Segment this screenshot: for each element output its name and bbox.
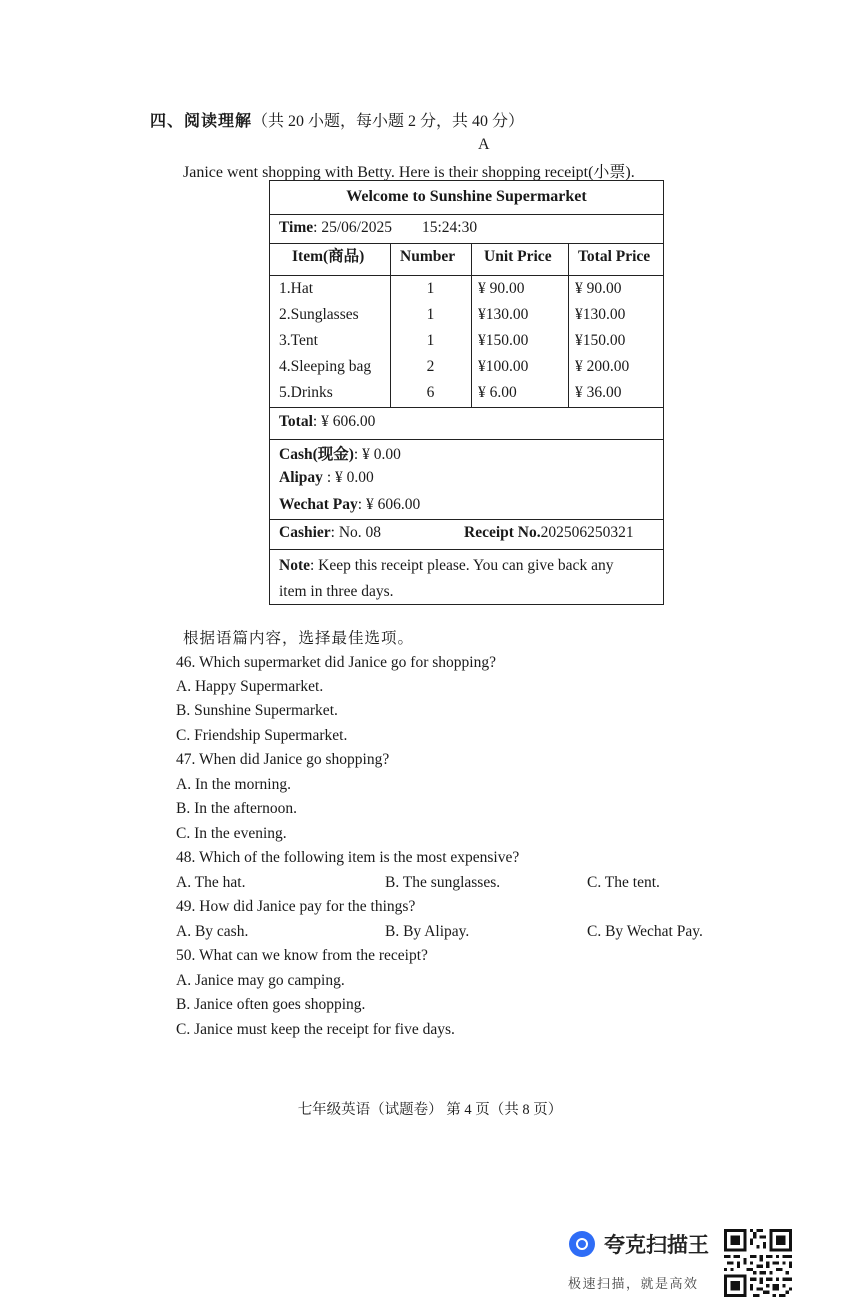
header-unit-price: Unit Price — [484, 248, 552, 265]
item-total-price: ¥ 200.00 — [575, 358, 630, 375]
header-item: Item(商品) — [292, 248, 365, 265]
question-48-option-b: B. The sunglasses. — [385, 874, 501, 891]
scanner-watermark — [566, 1229, 796, 1299]
question-49-option-c: C. By Wechat Pay. — [587, 923, 703, 940]
receipt-no-value: 202506250321 — [540, 524, 634, 541]
header-number: Number — [400, 248, 456, 265]
receipt-no-label: Receipt No. — [464, 524, 541, 541]
question-47-option-a: A. In the morning. — [176, 776, 291, 793]
item-unit-price: ¥ 90.00 — [478, 280, 525, 297]
receipt-total — [270, 407, 663, 440]
item-total-price: ¥ 90.00 — [575, 280, 622, 297]
question-47-stem: 47. When did Janice go shopping? — [176, 751, 390, 768]
qr-code-icon — [724, 1229, 792, 1297]
total-label: Total — [279, 413, 313, 430]
item-name: 4.Sleeping bag — [279, 358, 372, 375]
alipay-line — [279, 469, 374, 487]
item-name: 3.Tent — [279, 332, 318, 349]
receipt-items — [270, 243, 663, 408]
receipt-time — [270, 214, 663, 244]
cashier-label: Cashier — [279, 524, 331, 541]
question-50-stem: 50. What can we know from the receipt? — [176, 947, 428, 964]
alipay-value: : ¥ 0.00 — [322, 469, 374, 486]
wechat-line — [279, 496, 420, 514]
question-46-option-c: C. Friendship Supermarket. — [176, 727, 348, 744]
question-46-option-a: A. Happy Supermarket. — [176, 678, 324, 695]
cashier-info — [279, 519, 381, 547]
time-label: Time — [279, 219, 314, 236]
item-number: 1 — [426, 332, 435, 349]
cashier-value: : No. 08 — [330, 524, 382, 541]
item-unit-price: ¥ 6.00 — [478, 384, 517, 401]
passage-label: A — [478, 136, 490, 153]
alipay-label: Alipay — [279, 469, 323, 486]
item-name: 2.Sunglasses — [279, 306, 359, 323]
column-divider — [568, 243, 569, 407]
question-48-stem: 48. Which of the following item is the most expensive? — [176, 849, 520, 866]
question-50-option-c: C. Janice must keep the receipt for five days. — [176, 1021, 455, 1038]
note-line-1 — [279, 553, 655, 579]
receipt-table — [269, 180, 664, 605]
item-name: 1.Hat — [279, 280, 314, 297]
question-instruction: 根据语篇内容，选择最佳选项。 — [183, 630, 415, 647]
receipt-payment — [270, 439, 663, 520]
receipt-note — [270, 549, 663, 606]
question-50-option-a: A. Janice may go camping. — [176, 972, 345, 989]
scanner-slogan: 极速扫描，就是高效 — [568, 1277, 699, 1292]
item-unit-price: ¥130.00 — [478, 306, 529, 323]
item-name: 5.Drinks — [279, 384, 333, 401]
question-49-option-a: A. By cash. — [176, 923, 249, 940]
question-46-stem: 46. Which supermarket did Janice go for shopping? — [176, 654, 496, 671]
item-total-price: ¥150.00 — [575, 332, 626, 349]
receipt-number-info — [464, 519, 634, 547]
passage-intro: Janice went shopping with Betty. Here is their shopping receipt(小票). — [183, 164, 635, 181]
question-46-option-b: B. Sunshine Supermarket. — [176, 702, 338, 719]
time-clock: 15:24:30 — [421, 219, 478, 236]
scanner-name: 夸克扫描王 — [604, 1233, 709, 1257]
item-number: 2 — [426, 358, 435, 375]
item-unit-price: ¥150.00 — [478, 332, 529, 349]
question-48-option-c: C. The tent. — [587, 874, 660, 891]
question-47-option-b: B. In the afternoon. — [176, 800, 297, 817]
time-date: : 25/06/2025 — [313, 219, 392, 236]
total-value: : ¥ 606.00 — [312, 413, 376, 430]
receipt-title: Welcome to Sunshine Supermarket — [270, 181, 663, 215]
cash-label: Cash(现金) — [279, 446, 354, 463]
note-label: Note — [279, 557, 310, 574]
section-title: 四、阅读理解 — [150, 113, 253, 130]
item-number: 6 — [426, 384, 435, 401]
note-line-2: item in three days. — [279, 583, 394, 600]
item-total-price: ¥130.00 — [575, 306, 626, 323]
question-50-option-b: B. Janice often goes shopping. — [176, 996, 366, 1013]
item-number: 1 — [426, 306, 435, 323]
item-unit-price: ¥100.00 — [478, 358, 529, 375]
page-footer: 七年级英语（试题卷） 第 4 页（共 8 页） — [297, 1102, 563, 1118]
wechat-label: Wechat Pay — [279, 496, 358, 513]
section-scoring-note: （共 20 小题，每小题 2 分，共 40 分） — [252, 113, 525, 130]
item-total-price: ¥ 36.00 — [575, 384, 622, 401]
cash-line — [279, 442, 401, 464]
header-total-price: Total Price — [578, 248, 651, 265]
column-divider — [471, 243, 472, 407]
cash-value: : ¥ 0.00 — [353, 446, 401, 463]
item-number: 1 — [426, 280, 435, 297]
question-48-option-a: A. The hat. — [176, 874, 246, 891]
receipt-cashier-row — [270, 519, 663, 550]
question-49-option-b: B. By Alipay. — [385, 923, 470, 940]
question-47-option-c: C. In the evening. — [176, 825, 287, 842]
note-text: : Keep this receipt please. You can give back any — [310, 557, 614, 574]
scanner-logo-icon — [569, 1231, 595, 1257]
section-heading — [150, 108, 524, 131]
wechat-value: : ¥ 606.00 — [357, 496, 421, 513]
question-49-stem: 49. How did Janice pay for the things? — [176, 898, 416, 915]
